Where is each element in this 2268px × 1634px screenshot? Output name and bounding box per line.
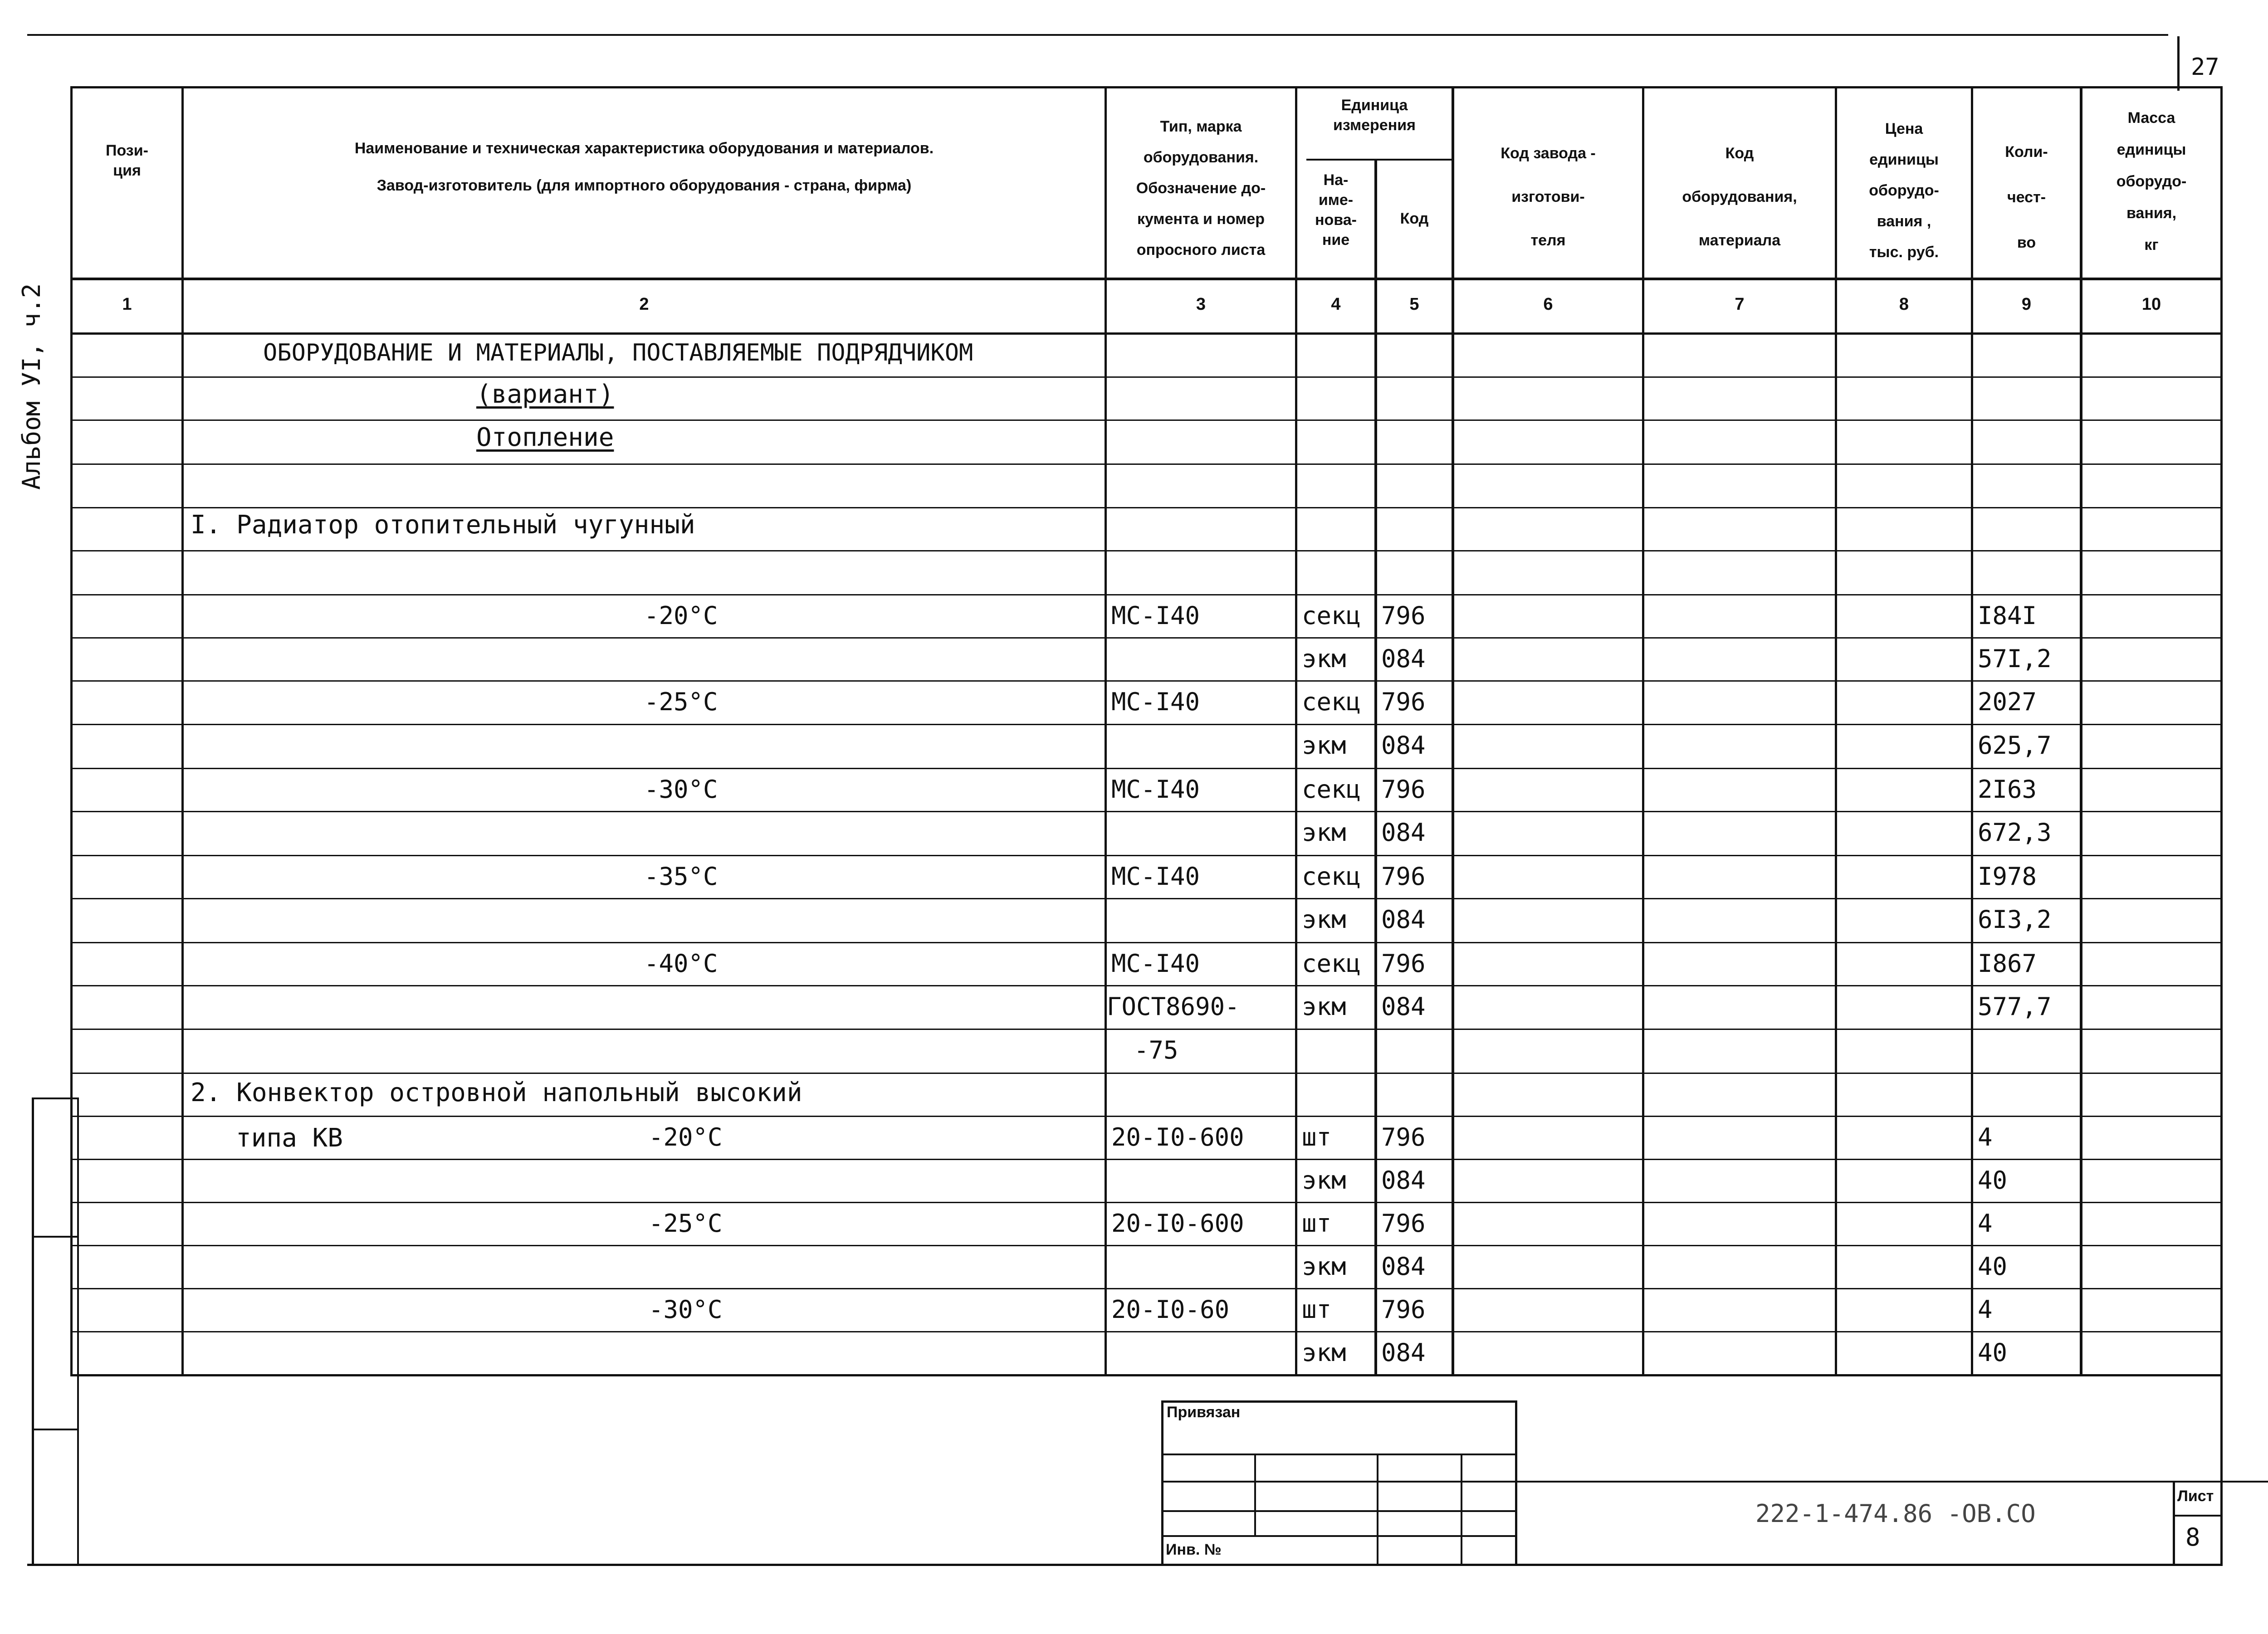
row-16-unit: шт — [1302, 1295, 1332, 1324]
row-7-qty: I978 — [1978, 862, 2037, 891]
row-14-unit: шт — [1302, 1209, 1332, 1238]
row-1-temp: -20°С — [644, 601, 718, 630]
header-col4: На- име- нова- ние — [1315, 171, 1357, 249]
row-9-qty: I867 — [1978, 949, 2037, 978]
colnum-10: 10 — [2141, 295, 2161, 314]
row-12-qty: 4 — [1978, 1123, 1993, 1151]
section-title: ОБОРУДОВАНИЕ И МАТЕРИАЛЫ, ПОСТАВЛЯЕМЫЕ ПОДРЯДЧИКОМ — [263, 339, 973, 366]
colnum-3: 3 — [1196, 295, 1206, 314]
header-unit: Единица измерения — [1333, 97, 1416, 134]
stamp-inv: Инв. № — [1166, 1541, 1222, 1558]
section-heating: Отопление — [476, 423, 614, 452]
header-col10: Масса единицы оборудо- вания, кг — [2116, 109, 2187, 254]
sheet-number: 8 — [2185, 1523, 2200, 1551]
colnum-7: 7 — [1735, 295, 1745, 314]
row-7-type: МС-I40 — [1111, 862, 1200, 891]
row-10-code: 084 — [1381, 992, 1426, 1021]
row-15-qty: 40 — [1978, 1252, 2008, 1281]
row-16-qty: 4 — [1978, 1295, 1993, 1324]
row-14-qty: 4 — [1978, 1209, 1993, 1238]
colnum-9: 9 — [2021, 295, 2032, 314]
row-6-code: 084 — [1381, 818, 1426, 847]
row-16-type: 20-I0-60 — [1111, 1295, 1230, 1324]
item1-title: I. Радиатор отопительный чугунный — [191, 510, 695, 540]
document-code: 222-1-474.86 -ОВ.СО — [1755, 1499, 2036, 1528]
row-4-code: 084 — [1381, 731, 1426, 760]
row-9-code: 796 — [1381, 949, 1426, 978]
row-15-code: 084 — [1381, 1252, 1426, 1281]
page-number: 27 — [2191, 54, 2219, 81]
row-3-type: МС-I40 — [1111, 688, 1200, 716]
row-7-code: 796 — [1381, 862, 1426, 891]
row-14-temp: -25°С — [649, 1209, 723, 1238]
colnum-1: 1 — [122, 295, 132, 314]
row-5-type: МС-I40 — [1111, 775, 1200, 804]
row-3-temp: -25°С — [644, 688, 718, 716]
row-11-type: -75 — [1134, 1036, 1178, 1064]
row-6-qty: 672,3 — [1978, 818, 2052, 847]
row-12-code: 796 — [1381, 1123, 1426, 1151]
row-2-code: 084 — [1381, 644, 1426, 673]
colnum-2: 2 — [639, 295, 649, 314]
row-9-unit: секц — [1302, 949, 1361, 978]
row-8-unit: экм — [1302, 905, 1346, 934]
row-3-unit: секц — [1302, 688, 1361, 716]
row-8-code: 084 — [1381, 905, 1426, 934]
row-10-type: ГОСТ8690- — [1107, 992, 1240, 1021]
row-8-qty: 6I3,2 — [1978, 905, 2052, 934]
header-col1: Пози- ция — [106, 142, 148, 179]
row-17-unit: экм — [1302, 1338, 1346, 1367]
colnum-4: 4 — [1331, 295, 1341, 314]
row-10-unit: экм — [1302, 992, 1346, 1021]
header-col5: Код — [1400, 210, 1429, 227]
sheet-label: Лист — [2177, 1488, 2214, 1505]
row-1-qty: I84I — [1978, 601, 2037, 630]
row-4-unit: экм — [1302, 731, 1346, 760]
row-13-unit: экм — [1302, 1166, 1346, 1195]
album-label: Альбом УI, ч.2 — [17, 283, 46, 490]
row-5-temp: -30°С — [644, 775, 718, 804]
row-14-code: 796 — [1381, 1209, 1426, 1238]
row-1-unit: секц — [1302, 601, 1361, 630]
row-16-code: 796 — [1381, 1295, 1426, 1324]
row-3-qty: 2027 — [1978, 688, 2037, 716]
item2-title: 2. Конвектор островной напольный высокий — [191, 1078, 802, 1107]
row-1-type: МС-I40 — [1111, 601, 1200, 630]
row-12-temp: -20°С — [649, 1123, 723, 1151]
row-10-qty: 577,7 — [1978, 992, 2052, 1021]
row-9-temp: -40°С — [644, 949, 718, 978]
row-5-code: 796 — [1381, 775, 1426, 804]
section-variant: (вариант) — [476, 380, 614, 409]
row-13-qty: 40 — [1978, 1166, 2008, 1195]
row-15-unit: экм — [1302, 1252, 1346, 1281]
row-4-qty: 625,7 — [1978, 731, 2052, 760]
row-9-type: МС-I40 — [1111, 949, 1200, 978]
row-6-unit: экм — [1302, 818, 1346, 847]
colnum-8: 8 — [1899, 295, 1909, 314]
row-7-temp: -35°С — [644, 862, 718, 891]
header-col7: Код оборудования, материала — [1682, 145, 1797, 249]
colnum-5: 5 — [1409, 295, 1419, 314]
row-16-temp: -30°С — [649, 1295, 723, 1324]
item2-type: типа КВ — [236, 1123, 343, 1153]
header-col8: Цена единицы оборудо- вания , тыс. руб. — [1869, 120, 1939, 261]
row-14-type: 20-I0-600 — [1111, 1209, 1244, 1238]
row-2-qty: 57I,2 — [1978, 644, 2052, 673]
row-17-code: 084 — [1381, 1338, 1426, 1367]
colnum-6: 6 — [1543, 295, 1553, 314]
header-col2: Наименование и техническая характеристика оборудования и материалов. Завод-изготовитель (для импортного оборудования - страна, фирма) — [354, 140, 934, 194]
row-5-qty: 2I63 — [1978, 775, 2037, 804]
row-13-code: 084 — [1381, 1166, 1426, 1195]
row-2-unit: экм — [1302, 644, 1346, 673]
row-5-unit: секц — [1302, 775, 1361, 804]
row-7-unit: секц — [1302, 862, 1361, 891]
header-col3: Тип, марка оборудования. Обозначение до- кумента и номер опросного листа — [1136, 118, 1266, 259]
row-1-code: 796 — [1381, 601, 1426, 630]
row-12-unit: шт — [1302, 1123, 1332, 1151]
header-col9: Коли- чест- во — [2005, 143, 2048, 251]
row-3-code: 796 — [1381, 688, 1426, 716]
row-12-type: 20-I0-600 — [1111, 1123, 1244, 1151]
header-col6: Код завода - изготови- теля — [1501, 145, 1596, 249]
row-17-qty: 40 — [1978, 1338, 2008, 1367]
stamp-privyazan: Привязан — [1167, 1404, 1241, 1421]
